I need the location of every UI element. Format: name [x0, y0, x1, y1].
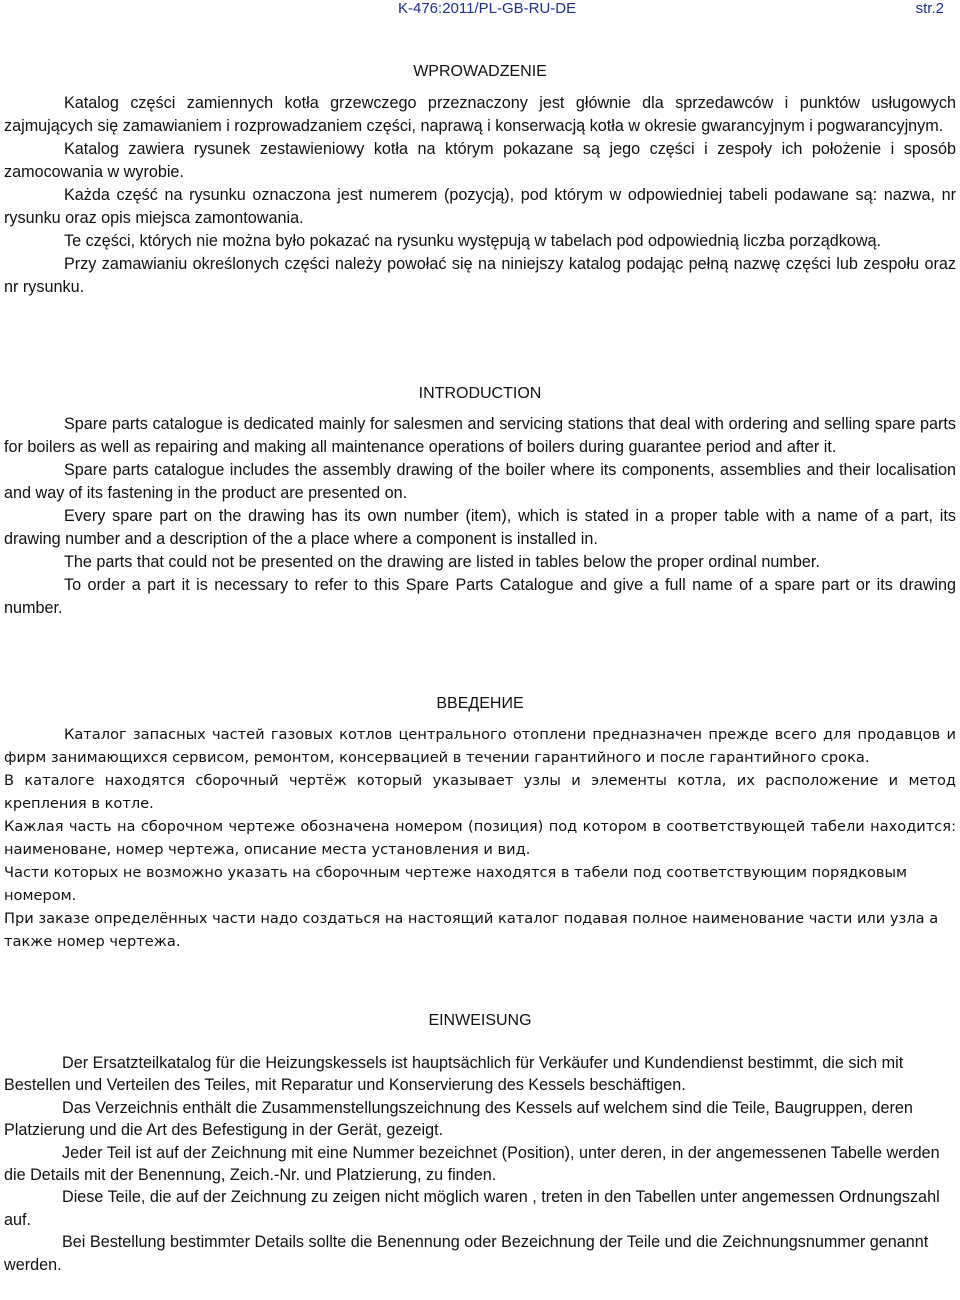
paragraph: Katalog zawiera rysunek zestawieniowy kotła na którym pokazane są jego części i zespoły ich położenie i sposób zamocowania w wyrobie.	[4, 140, 956, 181]
paragraph: Przy zamawianiu określonych części należy powołać się na niniejszy katalog podając pełną nazwę części lub zespołu oraz nr rysunku.	[4, 255, 956, 296]
paragraph: The parts that could not be presented on the drawing are listed in tables below the proper ordinal number.	[64, 553, 820, 571]
section-title: WPROWADZENIE	[413, 63, 547, 80]
paragraph: Katalog części zamiennych kotła grzewczego przeznaczony jest głównie dla sprzedawców i punktów usługowych zajmujących się zamawianiem i rozprowadzaniem części, naprawą i konserwacją kotła w okresie gwarancyjnym i pogwarancyjnym.	[4, 94, 956, 135]
paragraph: Spare parts catalogue is dedicated mainly for salesmen and servicing stations that deal with ordering and selling spare parts for boilers as well as repairing and making all maintenance operations of boilers during guarantee period and after it.	[4, 415, 956, 456]
paragraph: Bei Bestellung bestimmter Details sollte die Benennung oder Bezeichnung der Teile und die Zeichnungsnummer genannt werden.	[4, 1233, 929, 1274]
section-russian	[4, 694, 956, 953]
paragraph: В каталоге находятся сборочный чертёж который указывает узлы и элементы котла, их расположение и метод крепления в котле.	[4, 772, 956, 812]
page-number: str.2	[915, 0, 944, 17]
paragraph: Diese Teile, die auf der Zeichnung zu zeigen nicht möglich waren , treten in den Tabellen unter angemessen Ordnungszahl auf.	[4, 1188, 940, 1229]
paragraph: Кажлая часть на сборочном чертеже обозначена номером (позиция) под котором в соответствующей табели находится: наименоване, номер чертежа, описание места установления и вид.	[4, 818, 956, 858]
paragraph: Der Ersatzteilkatalog für die Heizungskessels ist hauptsächlich für Verkäufer und Kundendienst bestimmt, die sich mit Bestellen und Verteilen des Teiles, mit Reparatur und Konservierung des Kessels beschäftigen.	[4, 1054, 904, 1095]
running-header	[0, 0, 960, 18]
section-title: INTRODUCTION	[418, 385, 542, 402]
paragraph: Every spare part on the drawing has its own number (item), which is stated in a proper table with a name of a part, its drawing number and a description of the a place where a component is installed in.	[4, 507, 956, 548]
section-english	[4, 384, 956, 620]
paragraph: Das Verzeichnis enthält die Zusammenstellungszeichnung des Kessels auf welchem sind die Teile, Baugruppen, deren Platzierung und die Art des Befestigung in der Gerät, gezeigt.	[4, 1098, 913, 1140]
paragraph: Каталог запасных частей газовых котлов центрального отоплени предназначен прежде всего для продавцов и фирм занимающихся сервисом, ремонтом, консервацией в течении гарантийного и после гарантийного срока.	[4, 726, 956, 766]
paragraph: Spare parts catalogue includes the assembly drawing of the boiler where its components, assemblies and their localisation and way of its fastening in the product are presented on.	[4, 461, 956, 502]
section-polish	[4, 62, 956, 299]
paragraph: Każda część na rysunku oznaczona jest numerem (pozycją), pod którym w odpowiedniej tabeli podawane są: nazwa, nr rysunku oraz opis miejsca zamontowania.	[4, 186, 956, 227]
paragraph: To order a part it is necessary to refer to this Spare Parts Catalogue and give a full name of a spare part or its drawing number.	[4, 576, 956, 617]
paragraph: Te części, których nie można było pokazać na rysunku występują w tabelach pod odpowiednią liczba porządkową.	[64, 232, 882, 250]
paragraph: Jeder Teil ist auf der Zeichnung mit eine Nummer bezeichnet (Position), unter deren, in der angemessenen Tabelle werden die Details mit der Benennung, Zeich.-Nr. und Platzierung, zu finden.	[4, 1143, 940, 1185]
section-german	[4, 1011, 956, 1276]
section-title: ВВЕДЕНИЕ	[436, 695, 524, 712]
paragraph: Части которых не возможно указать на сборочным чертеже находятся в табели под соответствующим порядковым номером.	[4, 864, 908, 904]
section-title: EINWEISUNG	[428, 1012, 532, 1029]
paragraph: При заказе определённых части надо создаться на настоящий каталог подавая полное наименование части или узла а также номер чертежа.	[4, 910, 939, 950]
document-code: K-476:2011/PL-GB-RU-DE	[398, 0, 577, 17]
